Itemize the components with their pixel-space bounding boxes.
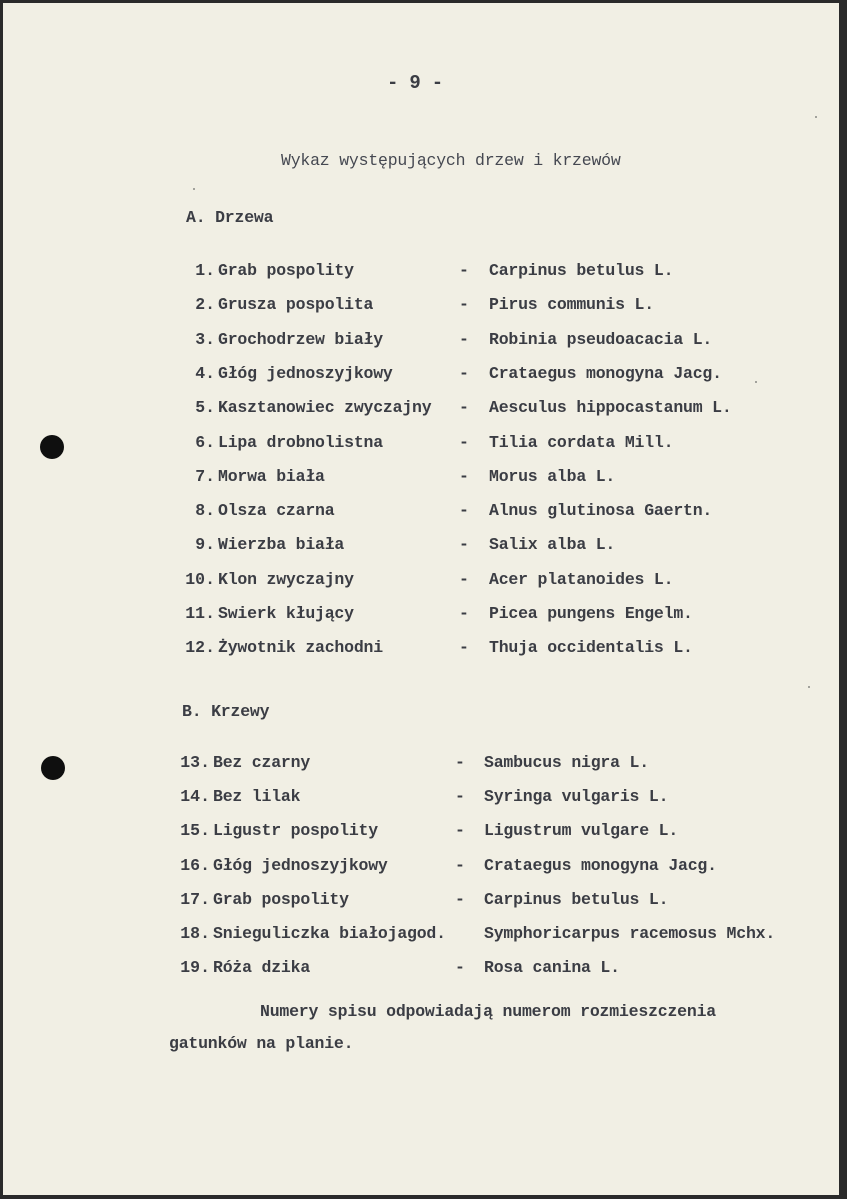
polish-name: Bez czarny: [213, 753, 311, 772]
separator-dash: -: [455, 855, 465, 875]
latin-name: Alnus glutinosa Gaertn.: [489, 501, 713, 521]
list-item: [3, 364, 839, 388]
separator-dash: -: [459, 295, 469, 315]
footer-line-2: gatunków na planie.: [169, 1034, 354, 1053]
polish-name: Głóg jednoszyjkowy: [213, 855, 388, 875]
list-item: [3, 821, 839, 845]
punch-hole-bottom: [41, 756, 65, 780]
item-number: 16.: [180, 855, 210, 875]
separator-dash: -: [459, 535, 469, 555]
list-item: [3, 330, 839, 354]
latin-name: Acer platanoides L.: [489, 569, 674, 589]
item-number: 2.: [195, 295, 215, 315]
polish-name: Wierzba biała: [218, 535, 345, 555]
separator-dash: -: [459, 501, 469, 521]
section-b-title: B. Krzewy: [182, 702, 270, 721]
item-number: 13.: [180, 753, 210, 772]
latin-name: Crataegus monogyna Jacg.: [484, 855, 717, 875]
separator-dash: -: [455, 821, 465, 841]
list-item: [3, 890, 839, 914]
latin-name: Thuja occidentalis L.: [489, 638, 693, 658]
item-number: 17.: [180, 889, 210, 909]
item-number: 12.: [185, 638, 215, 658]
paper-speck: [815, 116, 817, 118]
latin-name: Pirus communis L.: [489, 295, 654, 315]
punch-hole-top: [40, 435, 64, 459]
list-item: [3, 638, 839, 662]
polish-name: Swierk kłujący: [218, 604, 354, 623]
section-a-title: A. Drzewa: [186, 208, 274, 227]
separator-dash: -: [455, 753, 465, 772]
latin-name: Carpinus betulus L.: [484, 889, 669, 909]
latin-name: Carpinus betulus L.: [489, 261, 674, 280]
list-item: [3, 958, 839, 982]
latin-name: Sambucus nigra L.: [484, 753, 649, 772]
item-number: 11.: [185, 604, 215, 623]
separator-dash: -: [455, 889, 465, 909]
latin-name: Aesculus hippocastanum L.: [489, 398, 732, 418]
item-number: 14.: [180, 787, 210, 807]
separator-dash: -: [459, 569, 469, 589]
footer-line-1: Numery spisu odpowiadają numerom rozmieszczenia: [260, 1002, 716, 1021]
list-item: [3, 535, 839, 559]
list-item: [3, 604, 839, 628]
item-number: 5.: [195, 398, 215, 418]
latin-name: Ligustrum vulgare L.: [484, 821, 679, 841]
list-item: [3, 261, 839, 285]
polish-name: Grab pospolity: [218, 261, 354, 280]
polish-name: Olsza czarna: [218, 501, 335, 521]
item-number: 15.: [180, 821, 210, 841]
polish-name: Bez lilak: [213, 787, 301, 807]
paper-speck: [808, 686, 810, 688]
latin-name: Syringa vulgaris L.: [484, 787, 669, 807]
separator-dash: -: [459, 261, 469, 280]
polish-name: Ligustr pospolity: [213, 821, 378, 841]
item-number: 3.: [195, 329, 215, 349]
polish-name: Kasztanowiec zwyczajny: [218, 398, 432, 418]
item-number: 18.: [180, 924, 210, 943]
list-item: [3, 924, 839, 948]
list-item: [3, 856, 839, 880]
latin-name: Rosa canina L.: [484, 958, 620, 978]
item-number: 1.: [195, 261, 215, 280]
separator-dash: -: [459, 432, 469, 452]
item-number: 9.: [195, 535, 215, 555]
polish-name: Lipa drobnolistna: [218, 432, 383, 452]
list-item: [3, 467, 839, 491]
item-number: 6.: [195, 432, 215, 452]
page-number: - 9 -: [387, 72, 444, 94]
polish-name: Klon zwyczajny: [218, 569, 354, 589]
list-item: [3, 787, 839, 811]
list-item: [3, 753, 839, 777]
latin-name: Robinia pseudoacacia L.: [489, 329, 713, 349]
item-number: 7.: [195, 466, 215, 486]
polish-name: Grochodrzew biały: [218, 329, 383, 349]
polish-name: Snieguliczka białojagod.: [213, 924, 446, 943]
list-item: [3, 570, 839, 594]
item-number: 19.: [180, 958, 210, 978]
list-item: [3, 433, 839, 457]
item-number: 8.: [195, 501, 215, 521]
document-page: [3, 3, 839, 1195]
polish-name: Głóg jednoszyjkowy: [218, 363, 393, 383]
item-number: 10.: [185, 569, 215, 589]
separator-dash: -: [459, 329, 469, 349]
separator-dash: -: [455, 787, 465, 807]
paper-speck: [193, 188, 195, 190]
latin-name: Morus alba L.: [489, 466, 616, 486]
list-item: [3, 295, 839, 319]
item-number: 4.: [195, 363, 215, 383]
list-item: [3, 501, 839, 525]
polish-name: Żywotnik zachodni: [218, 638, 383, 658]
polish-name: Grusza pospolita: [218, 295, 374, 315]
separator-dash: -: [459, 638, 469, 658]
document-heading: Wykaz występujących drzew i krzewów: [281, 151, 621, 170]
paper-speck: [755, 381, 757, 383]
separator-dash: -: [459, 363, 469, 383]
latin-name: Picea pungens Engelm.: [489, 604, 693, 623]
latin-name: Crataegus monogyna Jacg.: [489, 363, 722, 383]
polish-name: Róża dzika: [213, 958, 311, 978]
separator-dash: -: [459, 398, 469, 418]
latin-name: Tilia cordata Mill.: [489, 432, 674, 452]
polish-name: Morwa biała: [218, 466, 325, 486]
separator-dash: -: [455, 958, 465, 978]
polish-name: Grab pospolity: [213, 889, 349, 909]
separator-dash: -: [459, 604, 469, 623]
latin-name: Symphoricarpus racemosus Mchx.: [484, 924, 776, 943]
latin-name: Salix alba L.: [489, 535, 616, 555]
list-item: [3, 398, 839, 422]
separator-dash: -: [459, 466, 469, 486]
